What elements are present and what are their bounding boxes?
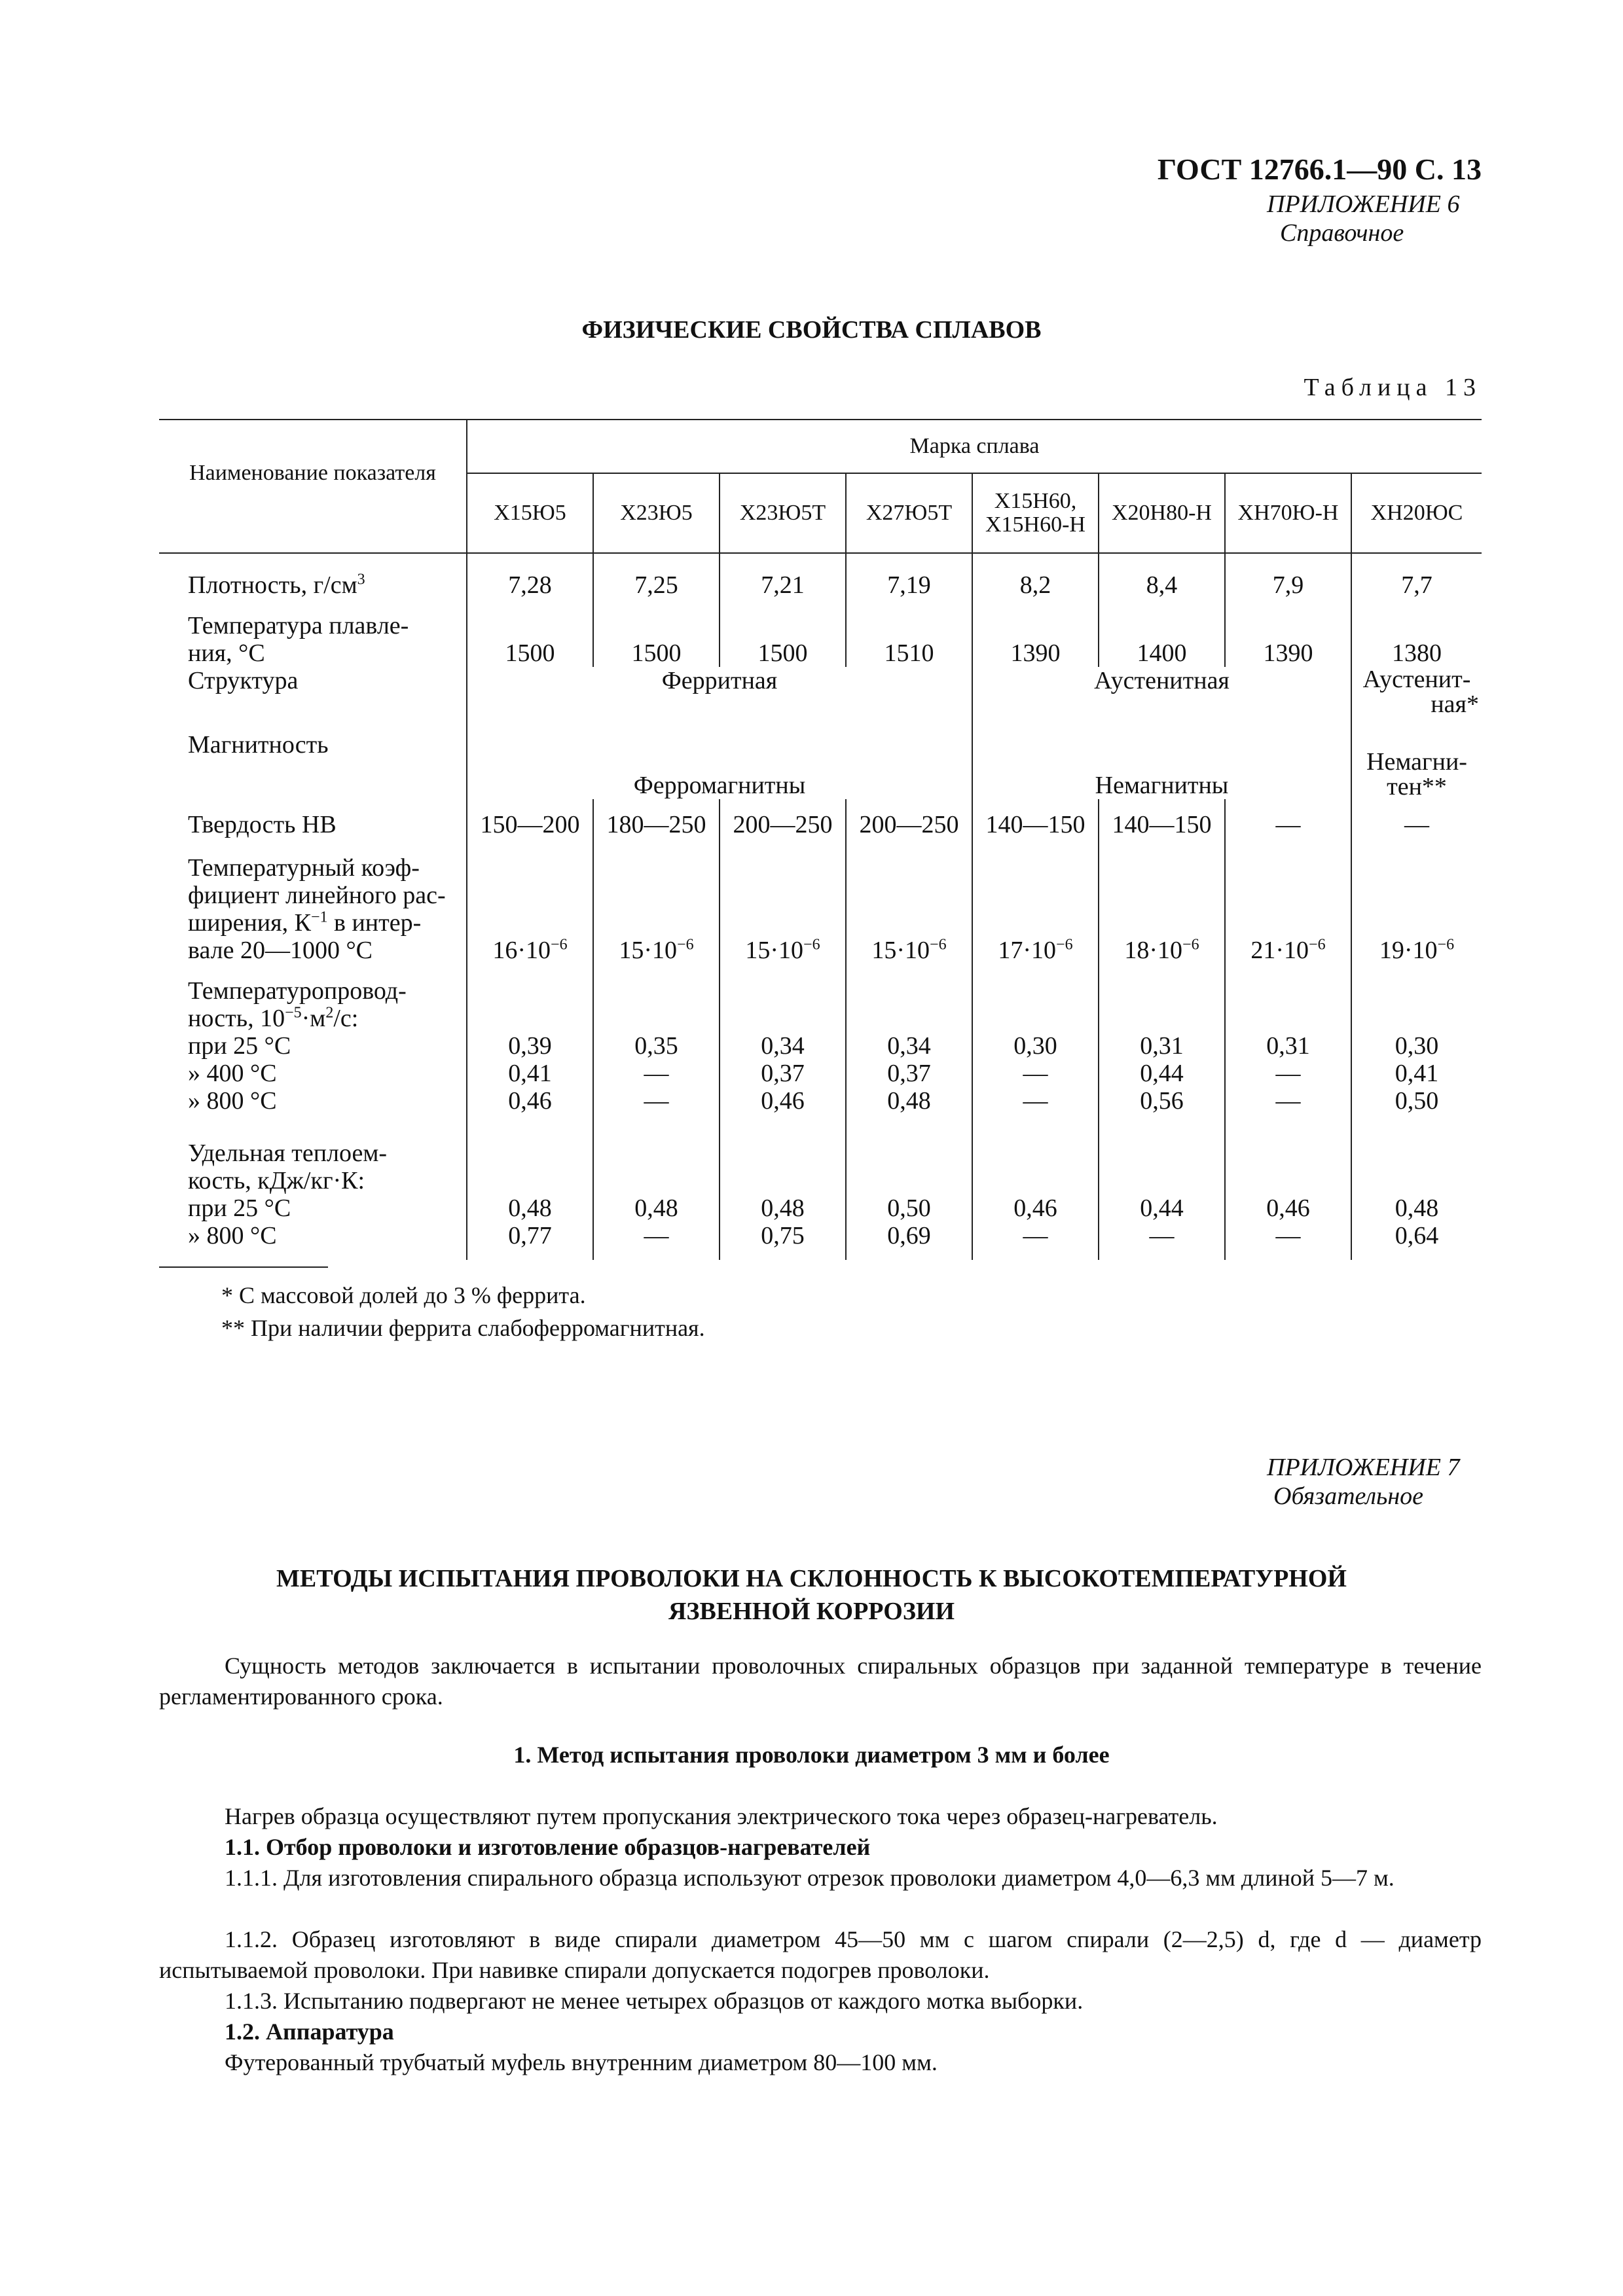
cell bbox=[467, 838, 593, 964]
cell bbox=[593, 838, 720, 964]
value: 0,46 bbox=[508, 1087, 552, 1115]
row-structure bbox=[159, 667, 1482, 731]
value: — bbox=[1149, 1222, 1175, 1249]
cell: 140—150 bbox=[972, 799, 1099, 838]
value: — bbox=[1023, 1087, 1048, 1115]
value: 0,50 bbox=[1395, 1087, 1439, 1115]
value: 0,41 bbox=[508, 1060, 552, 1087]
grade-header: Х27Ю5Т bbox=[846, 473, 972, 553]
heat-capacity-label-line2: кость, кДж/кг·К: bbox=[188, 1167, 365, 1194]
cell: 1390 bbox=[972, 599, 1099, 667]
cell: 140—150 bbox=[1099, 799, 1225, 838]
cell bbox=[1351, 1194, 1482, 1260]
value: — bbox=[1023, 1060, 1048, 1087]
coef-exponent: −6 bbox=[551, 936, 568, 954]
value: 0,75 bbox=[761, 1222, 805, 1249]
diffusivity-label-text: ность, 10 bbox=[188, 1005, 285, 1032]
appendix-7-type: Обязательное bbox=[1273, 1482, 1424, 1510]
density-label: Плотность, г/см bbox=[188, 571, 357, 599]
cell: 7,21 bbox=[720, 553, 846, 599]
value: 0,48 bbox=[634, 1194, 678, 1222]
coef-exponent: −6 bbox=[930, 936, 947, 954]
appendix-7-block bbox=[1267, 1453, 1459, 1511]
cell bbox=[1225, 1194, 1351, 1260]
properties-table bbox=[159, 419, 1482, 1260]
value: 0,41 bbox=[1395, 1060, 1439, 1087]
cell bbox=[593, 1032, 720, 1126]
value: 0,48 bbox=[508, 1194, 552, 1222]
cell-magnetism-last-line1: Немагни- bbox=[1366, 748, 1467, 776]
diffusivity-subrows bbox=[159, 1032, 467, 1126]
row-density bbox=[159, 553, 1482, 599]
cell-structure-last bbox=[1351, 667, 1482, 731]
cell: 8,4 bbox=[1099, 553, 1225, 599]
heat-capacity-subrows bbox=[159, 1194, 467, 1260]
cell bbox=[1351, 1032, 1482, 1126]
coef-exponent: −6 bbox=[1309, 936, 1326, 954]
grade-header: Х20Н80-Н bbox=[1099, 473, 1225, 553]
cell: 7,19 bbox=[846, 553, 972, 599]
cell bbox=[720, 838, 846, 964]
expansion-label-text: ширения, К bbox=[188, 909, 311, 937]
footnote-divider bbox=[159, 1266, 328, 1268]
melting-label-line1: Температура плавле- bbox=[188, 612, 409, 639]
cell: 180—250 bbox=[593, 799, 720, 838]
section-1-heading: 1. Метод испытания проволоки диаметром 3 мм и более bbox=[513, 1742, 1110, 1768]
grade-header-line1: Х15Н60, bbox=[994, 489, 1077, 513]
value: — bbox=[1275, 1222, 1301, 1249]
value: 0,39 bbox=[508, 1032, 552, 1060]
paragraph-1-1-2: 1.1.2. Образец изготовляют в виде спирали диаметром 45—50 мм с шагом спирали (2—2,5) d, где d — диаметр испытываемой проволоки. При навивке спирали допускается подогрев проволоки. bbox=[159, 1926, 1482, 1983]
cell-magnetism-last-line2: тен** bbox=[1387, 773, 1447, 800]
appendix-6-label: ПРИЛОЖЕНИЕ 6 bbox=[1267, 190, 1460, 218]
diffusivity-label-line2 bbox=[188, 1005, 464, 1032]
value: — bbox=[644, 1087, 669, 1115]
value: 0,31 bbox=[1266, 1032, 1310, 1060]
value: 0,34 bbox=[761, 1032, 805, 1060]
col-header-name: Наименование показателя bbox=[159, 420, 467, 553]
page-header: ГОСТ 12766.1—90 С. 13 bbox=[1157, 152, 1482, 186]
appendix-7-label: ПРИЛОЖЕНИЕ 7 bbox=[1267, 1454, 1460, 1481]
density-unit-exponent: 3 bbox=[357, 571, 365, 588]
row-name-expansion bbox=[159, 838, 467, 964]
row-name-density bbox=[159, 553, 467, 599]
value: 0,46 bbox=[1013, 1194, 1057, 1222]
cell: 7,28 bbox=[467, 553, 593, 599]
heat-capacity-sub: при 25 °С bbox=[188, 1194, 291, 1222]
appendix-6-block bbox=[1267, 190, 1459, 247]
value: 0,30 bbox=[1013, 1032, 1057, 1060]
section-1-1-heading: 1.1. Отбор проволоки и изготовление образцов-нагревателей bbox=[225, 1834, 871, 1860]
coef-mantissa: 19·10 bbox=[1379, 937, 1438, 964]
coef-exponent: −6 bbox=[1056, 936, 1073, 954]
value: 0,77 bbox=[508, 1222, 552, 1249]
cell: 1380 bbox=[1351, 599, 1482, 667]
cell-structure-ferrite: Ферритная bbox=[467, 667, 972, 731]
cell bbox=[1225, 838, 1351, 964]
appendix-6-type: Справочное bbox=[1280, 219, 1404, 247]
cell bbox=[720, 1032, 846, 1126]
diffusivity-sub: » 800 °С bbox=[188, 1087, 277, 1115]
value: 0,37 bbox=[761, 1060, 805, 1087]
expansion-label-line4: вале 20—1000 °С bbox=[188, 937, 373, 964]
value: 0,30 bbox=[1395, 1032, 1439, 1060]
cell bbox=[1225, 1032, 1351, 1126]
grade-header-line2: Х15Н60-Н bbox=[985, 512, 1085, 537]
cell-structure-austenite: Аустенитная bbox=[972, 667, 1351, 731]
value: 0,44 bbox=[1140, 1194, 1184, 1222]
cell bbox=[720, 1194, 846, 1260]
cell bbox=[972, 838, 1099, 964]
row-name-diffusivity bbox=[159, 964, 467, 1032]
value: 0,31 bbox=[1140, 1032, 1184, 1060]
cell bbox=[467, 1032, 593, 1126]
value: — bbox=[644, 1222, 669, 1249]
table-label: Таблица 13 bbox=[1304, 374, 1482, 401]
coef-exponent: −6 bbox=[803, 936, 820, 954]
diffusivity-exp1: −5 bbox=[285, 1004, 302, 1022]
melting-label-line2: ния, °С bbox=[188, 639, 265, 667]
cell: 150—200 bbox=[467, 799, 593, 838]
grade-header: Х15Ю5 bbox=[467, 473, 593, 553]
value: 0,35 bbox=[634, 1032, 678, 1060]
cell: 1510 bbox=[846, 599, 972, 667]
diffusivity-label-tail: /с: bbox=[333, 1005, 359, 1032]
cell: 7,7 bbox=[1351, 553, 1482, 599]
row-name-hardness: Твердость НВ bbox=[188, 811, 337, 838]
cell: 7,25 bbox=[593, 553, 720, 599]
cell bbox=[1099, 838, 1225, 964]
cell bbox=[846, 838, 972, 964]
diffusivity-exp2: 2 bbox=[325, 1004, 334, 1022]
cell bbox=[467, 1194, 593, 1260]
cell: 8,2 bbox=[972, 553, 1099, 599]
value: — bbox=[1275, 1060, 1301, 1087]
cell: 1500 bbox=[593, 599, 720, 667]
row-diffusivity-values bbox=[159, 1032, 1482, 1126]
value: 0,56 bbox=[1140, 1087, 1184, 1115]
row-heat-capacity-label bbox=[159, 1126, 1482, 1194]
row-magnetism bbox=[159, 731, 1482, 799]
cell bbox=[846, 1032, 972, 1126]
value: 0,34 bbox=[887, 1032, 931, 1060]
value: 0,44 bbox=[1140, 1060, 1184, 1087]
value: 0,69 bbox=[887, 1222, 931, 1249]
cell bbox=[972, 1194, 1099, 1260]
row-name-magnetism: Магнитность bbox=[188, 731, 329, 759]
cell: 1400 bbox=[1099, 599, 1225, 667]
diffusivity-label-line1: Температуропровод- bbox=[188, 977, 407, 1005]
row-hardness bbox=[159, 799, 1482, 838]
paragraph-muffle: Футерованный трубчатый муфель внутренним диаметром 80—100 мм. bbox=[225, 2049, 938, 2075]
cell-magnetism-last bbox=[1351, 731, 1482, 799]
cell: 200—250 bbox=[720, 799, 846, 838]
cell: 1500 bbox=[720, 599, 846, 667]
cell: — bbox=[1351, 799, 1482, 838]
value: 0,48 bbox=[761, 1194, 805, 1222]
grade-header: ХН20ЮС bbox=[1351, 473, 1482, 553]
coef-mantissa: 15·10 bbox=[619, 937, 678, 964]
expansion-label-line2: фициент линейного рас- bbox=[188, 882, 446, 909]
coef-mantissa: 21·10 bbox=[1250, 937, 1309, 964]
row-name-heat-capacity bbox=[159, 1126, 467, 1194]
expansion-label-line1: Температурный коэф- bbox=[188, 854, 420, 882]
coef-exponent: −6 bbox=[1437, 936, 1455, 954]
coef-exponent: −6 bbox=[1182, 936, 1199, 954]
row-heat-capacity-values bbox=[159, 1194, 1482, 1260]
coef-mantissa: 16·10 bbox=[492, 937, 551, 964]
cell bbox=[846, 1194, 972, 1260]
cell bbox=[972, 1032, 1099, 1126]
cell bbox=[1099, 1032, 1225, 1126]
intro-paragraph: Сущность методов заключается в испытании проволочных спиральных образцов при заданной температуре в течение регламентированного срока. bbox=[159, 1653, 1482, 1710]
grade-header: Х23Ю5 bbox=[593, 473, 720, 553]
title-test-methods-line2: ЯЗВЕННОЙ КОРРОЗИИ bbox=[668, 1598, 955, 1625]
paragraph-1-1-3: 1.1.3. Испытанию подвергают не менее четырех образцов от каждого мотка выборки. bbox=[225, 1988, 1084, 2014]
expansion-label-exponent: −1 bbox=[310, 908, 328, 926]
cell-magnetism-nonmag: Немагнитны bbox=[972, 731, 1351, 799]
row-name-melting bbox=[159, 599, 467, 667]
cell bbox=[593, 1194, 720, 1260]
value: 0,64 bbox=[1395, 1222, 1439, 1249]
cell bbox=[1351, 838, 1482, 964]
expansion-label-line3 bbox=[188, 909, 464, 937]
value: — bbox=[1023, 1222, 1048, 1249]
value: 0,50 bbox=[887, 1194, 931, 1222]
cell: — bbox=[1225, 799, 1351, 838]
coef-mantissa: 15·10 bbox=[871, 937, 930, 964]
coef-exponent: −6 bbox=[677, 936, 694, 954]
grade-header: Х23Ю5Т bbox=[720, 473, 846, 553]
paragraph-heating: Нагрев образца осуществляют путем пропускания электрического тока через образец-нагреватель. bbox=[225, 1803, 1218, 1829]
paragraph-1-1-1: 1.1.1. Для изготовления спирального образца используют отрезок проволоки диаметром 4,0—6,3 мм длиной 5—7 м. bbox=[225, 1865, 1395, 1891]
coef-mantissa: 15·10 bbox=[745, 937, 804, 964]
diffusivity-sub: при 25 °С bbox=[188, 1032, 291, 1060]
value: 0,37 bbox=[887, 1060, 931, 1087]
row-expansion bbox=[159, 838, 1482, 964]
value: 0,48 bbox=[887, 1087, 931, 1115]
cell: 1500 bbox=[467, 599, 593, 667]
heat-capacity-sub: » 800 °С bbox=[188, 1222, 277, 1249]
cell: 200—250 bbox=[846, 799, 972, 838]
cell: 7,9 bbox=[1225, 553, 1351, 599]
row-melting bbox=[159, 599, 1482, 667]
expansion-label-tail: в интер- bbox=[327, 909, 422, 937]
heat-capacity-label-line1: Удельная теплоем- bbox=[188, 1139, 388, 1167]
footnote-1: * С массовой долей до 3 % феррита. bbox=[221, 1282, 586, 1308]
cell-magnetism-ferro: Ферромагнитны bbox=[467, 731, 972, 799]
cell-structure-last-line2: ная* bbox=[1431, 691, 1479, 718]
value: 0,46 bbox=[761, 1087, 805, 1115]
coef-mantissa: 17·10 bbox=[998, 937, 1057, 964]
value: — bbox=[1275, 1087, 1301, 1115]
value: — bbox=[644, 1060, 669, 1087]
title-test-methods-line1: МЕТОДЫ ИСПЫТАНИЯ ПРОВОЛОКИ НА СКЛОННОСТЬ К ВЫСОКОТЕМПЕРАТУРНОЙ bbox=[276, 1565, 1347, 1592]
cell: 1390 bbox=[1225, 599, 1351, 667]
diffusivity-sub: » 400 °С bbox=[188, 1060, 277, 1087]
value: 0,48 bbox=[1395, 1194, 1439, 1222]
diffusivity-label-mid: ·м bbox=[301, 1005, 326, 1032]
row-diffusivity-label bbox=[159, 964, 1482, 1032]
section-1-2-heading: 1.2. Аппаратура bbox=[225, 2018, 394, 2045]
grade-header: ХН70Ю-Н bbox=[1225, 473, 1351, 553]
footnote-2: ** При наличии феррита слабоферромагнитная. bbox=[221, 1315, 705, 1341]
coef-mantissa: 18·10 bbox=[1124, 937, 1183, 964]
cell-structure-last-line1: Аустенит- bbox=[1362, 666, 1471, 693]
value: 0,46 bbox=[1266, 1194, 1310, 1222]
group-header-grade: Марка сплава bbox=[467, 420, 1482, 473]
grade-header bbox=[972, 473, 1099, 553]
title-physical-properties: ФИЗИЧЕСКИЕ СВОЙСТВА СПЛАВОВ bbox=[581, 316, 1042, 344]
row-name-structure: Структура bbox=[188, 667, 299, 694]
cell bbox=[1099, 1194, 1225, 1260]
